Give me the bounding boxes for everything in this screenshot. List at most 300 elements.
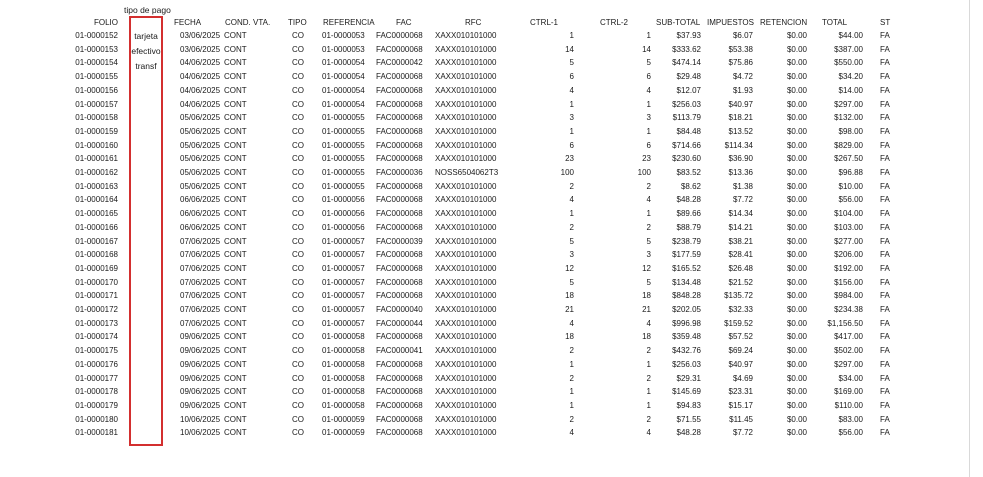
cell-impuestos: $15.17 <box>728 400 753 410</box>
cell-ctrl-1: 5 <box>569 277 574 287</box>
cell-folio: 01-0000156 <box>75 85 118 95</box>
cell-sub-total: $256.03 <box>672 359 701 369</box>
cell-ctrl-1: 18 <box>565 291 574 301</box>
cell-folio: 01-0000152 <box>75 31 118 40</box>
cell-fecha: 10/06/2025 <box>180 428 221 438</box>
cell-impuestos: $40.97 <box>728 359 753 369</box>
cell-folio: 01-0000170 <box>75 277 118 287</box>
cell-folio: 01-0000178 <box>75 387 118 397</box>
cell-tipo: CO <box>292 428 304 438</box>
cell-st: FA <box>880 85 890 95</box>
cell-fac: FAC0000068 <box>376 195 423 205</box>
cell-cond-vta: CONT <box>224 263 247 273</box>
cell-rfc: XAXX010101000 <box>435 140 497 150</box>
cell-referencia: 01-0000058 <box>322 387 365 397</box>
cell-ctrl-2: 4 <box>646 195 651 205</box>
cell-cond-vta: CONT <box>224 113 247 123</box>
cell-tipo: CO <box>292 400 304 410</box>
cell-impuestos: $159.52 <box>724 318 753 328</box>
cell-st: FA <box>880 400 890 410</box>
cell-tipo: CO <box>292 154 304 164</box>
cell-rfc: XAXX010101000 <box>435 195 497 205</box>
cell-fecha: 07/06/2025 <box>180 263 221 273</box>
cell-folio: 01-0000175 <box>75 346 118 356</box>
cell-total: $44.00 <box>838 31 863 40</box>
cell-referencia: 01-0000054 <box>322 58 365 68</box>
cell-referencia: 01-0000057 <box>322 318 365 328</box>
cell-impuestos: $18.21 <box>728 113 753 123</box>
cell-ctrl-2: 1 <box>646 359 651 369</box>
cell-st: FA <box>880 195 890 205</box>
cell-fac: FAC0000068 <box>376 387 423 397</box>
cell-retencion: $0.00 <box>786 58 807 68</box>
cell-sub-total: $94.83 <box>676 400 701 410</box>
cell-rfc: XAXX010101000 <box>435 236 497 246</box>
cell-tipo: CO <box>292 99 304 109</box>
cell-total: $156.00 <box>834 277 863 287</box>
annotation-option-efectivo: efectivo <box>131 46 161 56</box>
cell-folio: 01-0000176 <box>75 359 118 369</box>
annotation-option-tarjeta: tarjeta <box>134 31 158 41</box>
cell-ctrl-1: 3 <box>569 113 574 123</box>
cell-folio: 01-0000179 <box>75 400 118 410</box>
cell-cond-vta: CONT <box>224 85 247 95</box>
cell-impuestos: $40.97 <box>728 99 753 109</box>
cell-retencion: $0.00 <box>786 414 807 424</box>
cell-tipo: CO <box>292 387 304 397</box>
cell-impuestos: $1.38 <box>732 181 753 191</box>
cell-total: $984.00 <box>834 291 863 301</box>
cell-fac: FAC0000068 <box>376 373 423 383</box>
cell-ctrl-2: 5 <box>646 236 651 246</box>
cell-ctrl-1: 14 <box>565 44 574 54</box>
cell-folio: 01-0000157 <box>75 99 118 109</box>
cell-sub-total: $89.66 <box>676 209 701 219</box>
cell-ctrl-1: 5 <box>569 58 574 68</box>
header-retencion: RETENCION <box>760 18 808 27</box>
cell-referencia: 01-0000058 <box>322 400 365 410</box>
cell-fecha: 09/06/2025 <box>180 400 221 410</box>
cell-ctrl-2: 6 <box>646 140 651 150</box>
cell-st: FA <box>880 209 890 219</box>
cell-ctrl-2: 4 <box>646 428 651 438</box>
cell-retencion: $0.00 <box>786 222 807 232</box>
cell-folio: 01-0000161 <box>75 154 118 164</box>
cell-folio: 01-0000172 <box>75 305 118 314</box>
cell-rfc: XAXX010101000 <box>435 387 497 397</box>
cell-sub-total: $29.31 <box>676 373 701 383</box>
cell-cond-vta: CONT <box>224 332 247 342</box>
cell-referencia: 01-0000057 <box>322 250 365 260</box>
cell-retencion: $0.00 <box>786 305 807 314</box>
cell-retencion: $0.00 <box>786 250 807 260</box>
cell-folio: 01-0000163 <box>75 181 118 191</box>
cell-ctrl-1: 1 <box>569 387 574 397</box>
cell-rfc: XAXX010101000 <box>435 359 497 369</box>
cell-retencion: $0.00 <box>786 31 807 40</box>
cell-sub-total: $37.93 <box>676 31 701 40</box>
cell-referencia: 01-0000057 <box>322 263 365 273</box>
cell-referencia: 01-0000059 <box>322 428 365 438</box>
cell-tipo: CO <box>292 85 304 95</box>
cell-sub-total: $12.07 <box>676 85 701 95</box>
cell-st: FA <box>880 387 890 397</box>
cell-referencia: 01-0000054 <box>322 72 365 82</box>
cell-ctrl-1: 2 <box>569 222 574 232</box>
cell-fecha: 05/06/2025 <box>180 113 221 123</box>
cell-retencion: $0.00 <box>786 195 807 205</box>
cell-ctrl-2: 12 <box>642 263 651 273</box>
cell-fecha: 09/06/2025 <box>180 373 221 383</box>
cell-total: $10.00 <box>838 181 863 191</box>
cell-sub-total: $359.48 <box>672 332 701 342</box>
cell-cond-vta: CONT <box>224 154 247 164</box>
cell-ctrl-1: 1 <box>569 126 574 136</box>
cell-fecha: 07/06/2025 <box>180 291 221 301</box>
header-fac: FAC <box>396 18 412 27</box>
cell-tipo: CO <box>292 332 304 342</box>
cell-st: FA <box>880 236 890 246</box>
cell-fac: FAC0000068 <box>376 291 423 301</box>
cell-retencion: $0.00 <box>786 168 807 177</box>
cell-retencion: $0.00 <box>786 44 807 54</box>
cell-ctrl-1: 2 <box>569 373 574 383</box>
cell-cond-vta: CONT <box>224 305 247 314</box>
cell-sub-total: $165.52 <box>672 263 701 273</box>
cell-referencia: 01-0000056 <box>322 209 365 219</box>
cell-cond-vta: CONT <box>224 291 247 301</box>
cell-fac: FAC0000068 <box>376 263 423 273</box>
cell-referencia: 01-0000058 <box>322 346 365 356</box>
cell-total: $169.00 <box>834 387 863 397</box>
cell-retencion: $0.00 <box>786 154 807 164</box>
cell-ctrl-1: 23 <box>565 154 574 164</box>
cell-folio: 01-0000168 <box>75 250 118 260</box>
header-total: TOTAL <box>822 18 848 27</box>
cell-rfc: XAXX010101000 <box>435 181 497 191</box>
cell-impuestos: $4.72 <box>732 72 753 82</box>
cell-fecha: 03/06/2025 <box>180 44 221 54</box>
cell-total: $192.00 <box>834 263 863 273</box>
cell-impuestos: $69.24 <box>728 346 753 356</box>
cell-st: FA <box>880 277 890 287</box>
cell-cond-vta: CONT <box>224 387 247 397</box>
cell-tipo: CO <box>292 346 304 356</box>
cell-retencion: $0.00 <box>786 359 807 369</box>
cell-fac: FAC0000068 <box>376 126 423 136</box>
cell-ctrl-1: 4 <box>569 195 574 205</box>
cell-referencia: 01-0000058 <box>322 359 365 369</box>
cell-folio: 01-0000159 <box>75 126 118 136</box>
cell-sub-total: $474.14 <box>672 58 701 68</box>
cell-st: FA <box>880 154 890 164</box>
cell-total: $206.00 <box>834 250 863 260</box>
cell-st: FA <box>880 140 890 150</box>
cell-ctrl-2: 2 <box>646 346 651 356</box>
header-cond-vta: COND. VTA. <box>225 18 271 27</box>
cell-fac: FAC0000068 <box>376 140 423 150</box>
cell-tipo: CO <box>292 181 304 191</box>
cell-ctrl-1: 6 <box>569 140 574 150</box>
cell-folio: 01-0000164 <box>75 195 118 205</box>
cell-referencia: 01-0000057 <box>322 277 365 287</box>
cell-tipo: CO <box>292 359 304 369</box>
cell-retencion: $0.00 <box>786 346 807 356</box>
cell-fecha: 07/06/2025 <box>180 318 221 328</box>
cell-total: $103.00 <box>834 222 863 232</box>
cell-st: FA <box>880 44 890 54</box>
cell-st: FA <box>880 181 890 191</box>
cell-fecha: 10/06/2025 <box>180 414 221 424</box>
cell-impuestos: $13.36 <box>728 168 753 177</box>
cell-ctrl-1: 3 <box>569 250 574 260</box>
cell-total: $502.00 <box>834 346 863 356</box>
cell-rfc: XAXX010101000 <box>435 154 497 164</box>
cell-fecha: 09/06/2025 <box>180 359 221 369</box>
cell-total: $267.50 <box>834 154 863 164</box>
cell-sub-total: $29.48 <box>676 72 701 82</box>
cell-sub-total: $177.59 <box>672 250 701 260</box>
cell-total: $234.38 <box>834 305 863 314</box>
cell-fac: FAC0000068 <box>376 332 423 342</box>
cell-ctrl-2: 18 <box>642 332 651 342</box>
cell-total: $104.00 <box>834 209 863 219</box>
cell-impuestos: $114.34 <box>724 140 753 150</box>
cell-fac: FAC0000068 <box>376 277 423 287</box>
cell-fac: FAC0000068 <box>376 414 423 424</box>
cell-cond-vta: CONT <box>224 72 247 82</box>
cell-rfc: XAXX010101000 <box>435 222 497 232</box>
cell-retencion: $0.00 <box>786 181 807 191</box>
cell-tipo: CO <box>292 305 304 314</box>
cell-impuestos: $1.93 <box>732 85 753 95</box>
cell-ctrl-1: 4 <box>569 318 574 328</box>
cell-st: FA <box>880 126 890 136</box>
cell-total: $98.00 <box>838 126 863 136</box>
cell-ctrl-1: 1 <box>569 359 574 369</box>
cell-rfc: XAXX010101000 <box>435 31 497 40</box>
cell-cond-vta: CONT <box>224 400 247 410</box>
cell-retencion: $0.00 <box>786 72 807 82</box>
cell-rfc: NOSS6504062T3 <box>435 168 499 177</box>
cell-tipo: CO <box>292 58 304 68</box>
cell-tipo: CO <box>292 277 304 287</box>
cell-tipo: CO <box>292 318 304 328</box>
cell-ctrl-1: 2 <box>569 181 574 191</box>
cell-st: FA <box>880 31 890 40</box>
cell-folio: 01-0000173 <box>75 318 118 328</box>
cell-cond-vta: CONT <box>224 359 247 369</box>
cell-fac: FAC0000068 <box>376 99 423 109</box>
cell-impuestos: $53.38 <box>728 44 753 54</box>
cell-ctrl-2: 5 <box>646 277 651 287</box>
cell-fac: FAC0000068 <box>376 31 423 40</box>
cell-tipo: CO <box>292 195 304 205</box>
cell-fecha: 05/06/2025 <box>180 181 221 191</box>
cell-cond-vta: CONT <box>224 181 247 191</box>
cell-impuestos: $14.21 <box>728 222 753 232</box>
cell-rfc: XAXX010101000 <box>435 373 497 383</box>
cell-total: $96.88 <box>838 168 863 177</box>
cell-ctrl-2: 2 <box>646 222 651 232</box>
cell-fac: FAC0000044 <box>376 318 423 328</box>
cell-tipo: CO <box>292 236 304 246</box>
cell-cond-vta: CONT <box>224 277 247 287</box>
cell-impuestos: $38.21 <box>728 236 753 246</box>
cell-tipo: CO <box>292 168 304 177</box>
cell-tipo: CO <box>292 263 304 273</box>
cell-cond-vta: CONT <box>224 222 247 232</box>
cell-fecha: 04/06/2025 <box>180 99 221 109</box>
cell-total: $1,156.50 <box>827 318 863 328</box>
header-rfc: RFC <box>465 18 482 27</box>
cell-fac: FAC0000040 <box>376 305 423 314</box>
cell-retencion: $0.00 <box>786 113 807 123</box>
cell-st: FA <box>880 113 890 123</box>
header-st: ST <box>880 18 891 27</box>
cell-retencion: $0.00 <box>786 400 807 410</box>
cell-fecha: 03/06/2025 <box>180 31 221 40</box>
cell-impuestos: $4.69 <box>732 373 753 383</box>
cell-st: FA <box>880 72 890 82</box>
header-ctrl-1: CTRL-1 <box>530 18 559 27</box>
cell-fecha: 05/06/2025 <box>180 140 221 150</box>
cell-st: FA <box>880 373 890 383</box>
cell-referencia: 01-0000058 <box>322 373 365 383</box>
cell-ctrl-2: 21 <box>642 305 651 314</box>
cell-fac: FAC0000068 <box>376 72 423 82</box>
cell-st: FA <box>880 263 890 273</box>
annotation-label: tipo de pago <box>124 5 171 15</box>
cell-st: FA <box>880 99 890 109</box>
cell-fecha: 06/06/2025 <box>180 195 221 205</box>
cell-tipo: CO <box>292 31 304 40</box>
cell-retencion: $0.00 <box>786 85 807 95</box>
cell-ctrl-1: 2 <box>569 414 574 424</box>
cell-fac: FAC0000068 <box>376 113 423 123</box>
cell-fecha: 07/06/2025 <box>180 277 221 287</box>
cell-retencion: $0.00 <box>786 99 807 109</box>
cell-fecha: 05/06/2025 <box>180 168 221 177</box>
cell-rfc: XAXX010101000 <box>435 44 497 54</box>
cell-ctrl-2: 4 <box>646 85 651 95</box>
cell-sub-total: $996.98 <box>672 318 701 328</box>
header-impuestos: IMPUESTOS <box>707 18 754 27</box>
cell-total: $387.00 <box>834 44 863 54</box>
cell-tipo: CO <box>292 126 304 136</box>
cell-ctrl-2: 14 <box>642 44 651 54</box>
cell-cond-vta: CONT <box>224 168 247 177</box>
cell-ctrl-2: 2 <box>646 414 651 424</box>
cell-total: $132.00 <box>834 113 863 123</box>
cell-folio: 01-0000180 <box>75 414 118 424</box>
cell-rfc: XAXX010101000 <box>435 250 497 260</box>
cell-folio: 01-0000174 <box>75 332 118 342</box>
cell-ctrl-1: 4 <box>569 85 574 95</box>
cell-folio: 01-0000169 <box>75 263 118 273</box>
cell-retencion: $0.00 <box>786 236 807 246</box>
cell-total: $277.00 <box>834 236 863 246</box>
cell-referencia: 01-0000055 <box>322 140 365 150</box>
cell-sub-total: $238.79 <box>672 236 701 246</box>
cell-fac: FAC0000068 <box>376 209 423 219</box>
cell-referencia: 01-0000053 <box>322 31 365 40</box>
cell-ctrl-2: 1 <box>646 400 651 410</box>
cell-sub-total: $202.05 <box>672 305 701 314</box>
cell-impuestos: $36.90 <box>728 154 753 164</box>
cell-tipo: CO <box>292 373 304 383</box>
cell-sub-total: $714.66 <box>672 140 701 150</box>
cell-st: FA <box>880 414 890 424</box>
cell-rfc: XAXX010101000 <box>435 126 497 136</box>
cell-sub-total: $8.62 <box>680 181 701 191</box>
cell-fac: FAC0000068 <box>376 181 423 191</box>
cell-sub-total: $48.28 <box>676 428 701 438</box>
cell-impuestos: $26.48 <box>728 263 753 273</box>
cell-tipo: CO <box>292 140 304 150</box>
cell-fecha: 05/06/2025 <box>180 154 221 164</box>
cell-folio: 01-0000158 <box>75 113 118 123</box>
cell-referencia: 01-0000053 <box>322 44 365 54</box>
cell-tipo: CO <box>292 113 304 123</box>
annotation-option-transf: transf <box>135 61 157 71</box>
cell-sub-total: $113.79 <box>672 113 701 123</box>
cell-fecha: 07/06/2025 <box>180 305 221 314</box>
cell-impuestos: $13.52 <box>728 126 753 136</box>
cell-total: $297.00 <box>834 99 863 109</box>
cell-st: FA <box>880 305 890 314</box>
cell-fac: FAC0000068 <box>376 359 423 369</box>
cell-impuestos: $135.72 <box>724 291 753 301</box>
cell-cond-vta: CONT <box>224 195 247 205</box>
cell-fecha: 09/06/2025 <box>180 332 221 342</box>
cell-ctrl-2: 4 <box>646 318 651 328</box>
cell-rfc: XAXX010101000 <box>435 305 497 314</box>
cell-folio: 01-0000167 <box>75 236 118 246</box>
cell-st: FA <box>880 332 890 342</box>
cell-fecha: 06/06/2025 <box>180 222 221 232</box>
cell-ctrl-2: 2 <box>646 181 651 191</box>
cell-folio: 01-0000162 <box>75 168 118 177</box>
cell-cond-vta: CONT <box>224 373 247 383</box>
cell-referencia: 01-0000058 <box>322 332 365 342</box>
cell-rfc: XAXX010101000 <box>435 209 497 219</box>
cell-sub-total: $83.52 <box>676 168 701 177</box>
cell-folio: 01-0000155 <box>75 72 118 82</box>
cell-st: FA <box>880 250 890 260</box>
cell-ctrl-1: 12 <box>565 263 574 273</box>
cell-fecha: 05/06/2025 <box>180 126 221 136</box>
cell-fecha: 04/06/2025 <box>180 85 221 95</box>
cell-st: FA <box>880 346 890 356</box>
cell-tipo: CO <box>292 291 304 301</box>
cell-impuestos: $75.86 <box>728 58 753 68</box>
cell-fecha: 09/06/2025 <box>180 346 221 356</box>
cell-ctrl-2: 1 <box>646 209 651 219</box>
cell-st: FA <box>880 359 890 369</box>
cell-total: $110.00 <box>834 400 863 410</box>
cell-st: FA <box>880 318 890 328</box>
cell-total: $56.00 <box>838 428 863 438</box>
cell-total: $34.00 <box>838 373 863 383</box>
cell-sub-total: $333.62 <box>672 44 701 54</box>
cell-sub-total: $230.60 <box>672 154 701 164</box>
cell-fecha: 06/06/2025 <box>180 209 221 219</box>
cell-cond-vta: CONT <box>224 209 247 219</box>
cell-referencia: 01-0000056 <box>322 222 365 232</box>
cell-impuestos: $7.72 <box>732 195 753 205</box>
cell-ctrl-1: 100 <box>560 168 574 177</box>
